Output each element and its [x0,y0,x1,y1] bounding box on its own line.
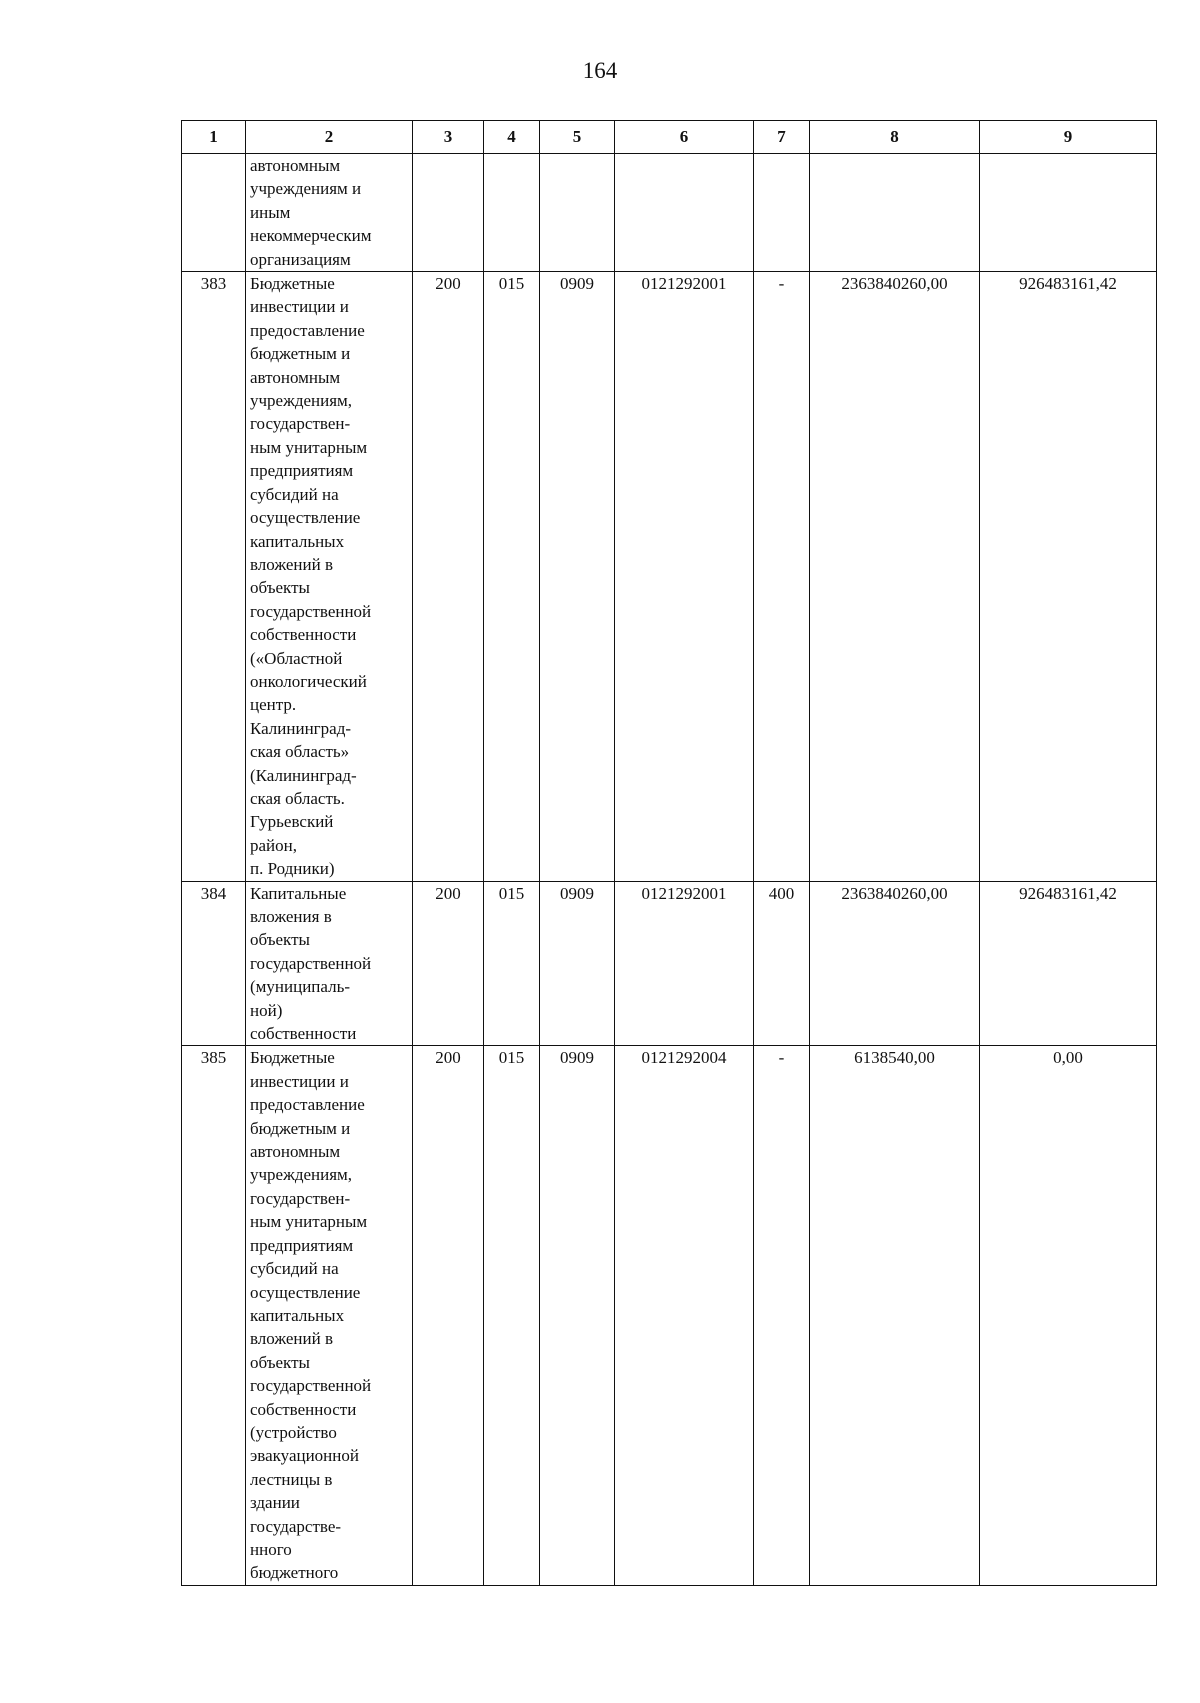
cell-col9: 926483161,42 [980,881,1157,1046]
header-cell: 9 [980,121,1157,154]
cell-col3 [413,154,484,272]
cell-col4: 015 [484,272,540,882]
cell-col9 [980,154,1157,272]
cell-col3: 200 [413,881,484,1046]
cell-col4: 015 [484,1046,540,1585]
row-name: автономным учреждениям и иным некоммерческим организациям [246,154,413,272]
row-number [182,154,246,272]
cell-col6: 0121292004 [615,1046,754,1585]
header-cell: 8 [810,121,980,154]
cell-col6: 0121292001 [615,272,754,882]
header-row [182,121,1157,154]
row-number: 385 [182,1046,246,1585]
cell-col7: - [754,272,810,882]
cell-col9: 926483161,42 [980,272,1157,882]
header-cell: 3 [413,121,484,154]
cell-col8: 2363840260,00 [810,881,980,1046]
cell-col8 [810,154,980,272]
cell-col4 [484,154,540,272]
cell-col3: 200 [413,1046,484,1585]
row-name: Бюджетные инвестиции и предоставление бюджетным и автономным учреждениям, государствен- ным унитарным предприятиям субсидий на осуществление капитальных вложений в объекты государственной собственности («Областной онкологический центр. Калининград- ская область» (Калининград- ская область. Гурьевский район, п. Родники) [246,272,413,882]
cell-col8: 6138540,00 [810,1046,980,1585]
header-cell: 2 [246,121,413,154]
cell-col7: 400 [754,881,810,1046]
cell-col3: 200 [413,272,484,882]
cell-col7 [754,154,810,272]
table-row [182,881,1157,1046]
cell-col5 [540,154,615,272]
cell-col5: 0909 [540,1046,615,1585]
table-row [182,1046,1157,1585]
table-row [182,272,1157,882]
cell-col7: - [754,1046,810,1585]
page-number: 164 [582,58,618,83]
header-cell: 1 [182,121,246,154]
budget-table [181,120,1157,1586]
row-name: Бюджетные инвестиции и предоставление бюджетным и автономным учреждениям, государствен- ным унитарным предприятиям субсидий на осуществление капитальных вложений в объекты государственной собственности (устройство эвакуационной лестницы в здании государстве- нного бюджетного [246,1046,413,1585]
row-number: 383 [182,272,246,882]
header-cell: 4 [484,121,540,154]
header-cell: 5 [540,121,615,154]
cell-col5: 0909 [540,881,615,1046]
header-cell: 7 [754,121,810,154]
header-cell: 6 [615,121,754,154]
row-number: 384 [182,881,246,1046]
cell-col9: 0,00 [980,1046,1157,1585]
cell-col6 [615,154,754,272]
table-row [182,154,1157,272]
row-name: Капитальные вложения в объекты государственной (муниципаль- ной) собственности [246,881,413,1046]
cell-col5: 0909 [540,272,615,882]
cell-col8: 2363840260,00 [810,272,980,882]
cell-col4: 015 [484,881,540,1046]
cell-col6: 0121292001 [615,881,754,1046]
